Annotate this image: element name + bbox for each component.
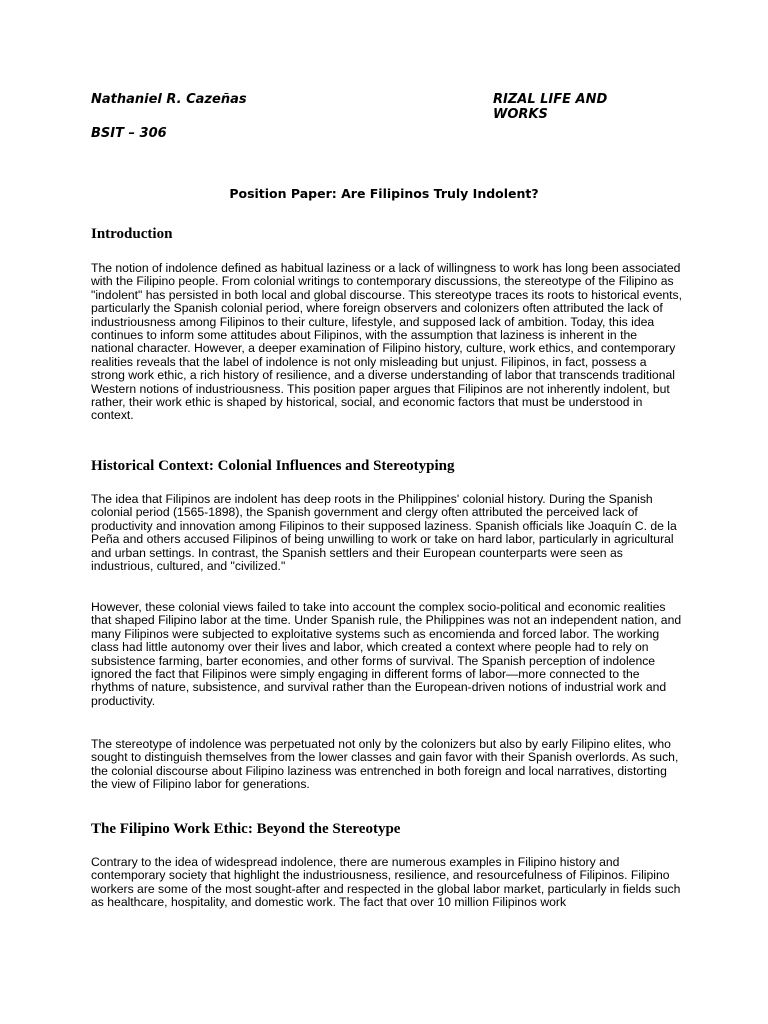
paragraph-historical-1: The idea that Filipinos are indolent has deep roots in the Philippines' colonial history. During the Spanish colonial period (1565-1898), the Spanish government and clergy often attributed the perceived lack of productivity and innovation among Filipinos to their supposed laziness. Spanish officials like Joaquín C. de la Peña and others accused Filipinos of being unwilling to work or take on hard labor, particularly in agricultural and urban settings. In contrast, the Spanish settlers and their European counterparts were seen as industrious, cultured, and "civilized." [91, 492, 677, 574]
paragraph-work-ethic-1: Contrary to the idea of widespread indolence, there are numerous examples in Filipino history and contemporary society that highlight the industriousness, resilience, and resourcefulness of Filipinos. Filipino workers are some of the most sought-after and respected in the global labor market, particularly in fields such as healthcare, hospitality, and domestic work. The fact that over 10 million Filipinos work [91, 855, 681, 910]
section-heading-historical-context: Historical Context: Colonial Influences and Stereotyping [91, 458, 455, 474]
document-header [91, 92, 651, 122]
paragraph-introduction: The notion of indolence defined as habitual laziness or a lack of willingness to work has long been associated with the Filipino people. From colonial writings to contemporary discussions, the stereotype of the Filipino as "indolent" has persisted in both local and global discourse. This stereotype traces its roots to historical events, particularly the Spanish colonial period, where foreign observers and colonizers often attributed the lack of industriousness among Filipinos to their culture, lifestyle, and supposed lack of ambition. Today, this idea continues to inform some attitudes about Filipinos, with the assumption that laziness is inherent in the national character. However, a deeper examination of Filipino history, culture, work ethics, and contemporary realities reveals that the label of indolence is not only misleading but unjust. Filipinos, in fact, possess a strong work ethic, a rich history of resilience, and a diverse understanding of labor that transcends traditional Western notions of industriousness. This position paper argues that Filipinos are not inherently indolent, but rather, their work ethic is shaped by historical, social, and economic factors that must be understood in context. [91, 261, 683, 423]
section-heading-introduction: Introduction [91, 226, 173, 242]
student-section: BSIT – 306 [91, 126, 167, 141]
author-name: Nathaniel R. Cazeñas [91, 92, 247, 107]
section-heading-work-ethic: The Filipino Work Ethic: Beyond the Stereotype [91, 821, 401, 837]
paper-title: Position Paper: Are Filipinos Truly Indolent? [229, 186, 539, 201]
paragraph-historical-2: However, these colonial views failed to take into account the complex socio-political and economic realities that shaped Filipino labor at the time. Under Spanish rule, the Philippines was not an independent nation, and many Filipinos were subjected to exploitative systems such as encomienda and forced labor. The working class had little autonomy over their lives and labor, which created a context where people had to rely on subsistence farming, barter economies, and other forms of survival. The Spanish perception of indolence ignored the fact that Filipinos were simply engaging in different forms of labor—more connected to the rhythms of nature, subsistence, and survival rather than the European-driven notions of industrial work and productivity. [91, 600, 682, 708]
course-title: RIZAL LIFE AND WORKS [493, 92, 608, 122]
paragraph-historical-3: The stereotype of indolence was perpetuated not only by the colonizers but also by early Filipino elites, who sought to distinguish themselves from the lower classes and gain favor with their Spanish overlords. As such, the colonial discourse about Filipino laziness was entrenched in both foreign and local narratives, distorting the view of Filipino labor for generations. [91, 737, 679, 792]
